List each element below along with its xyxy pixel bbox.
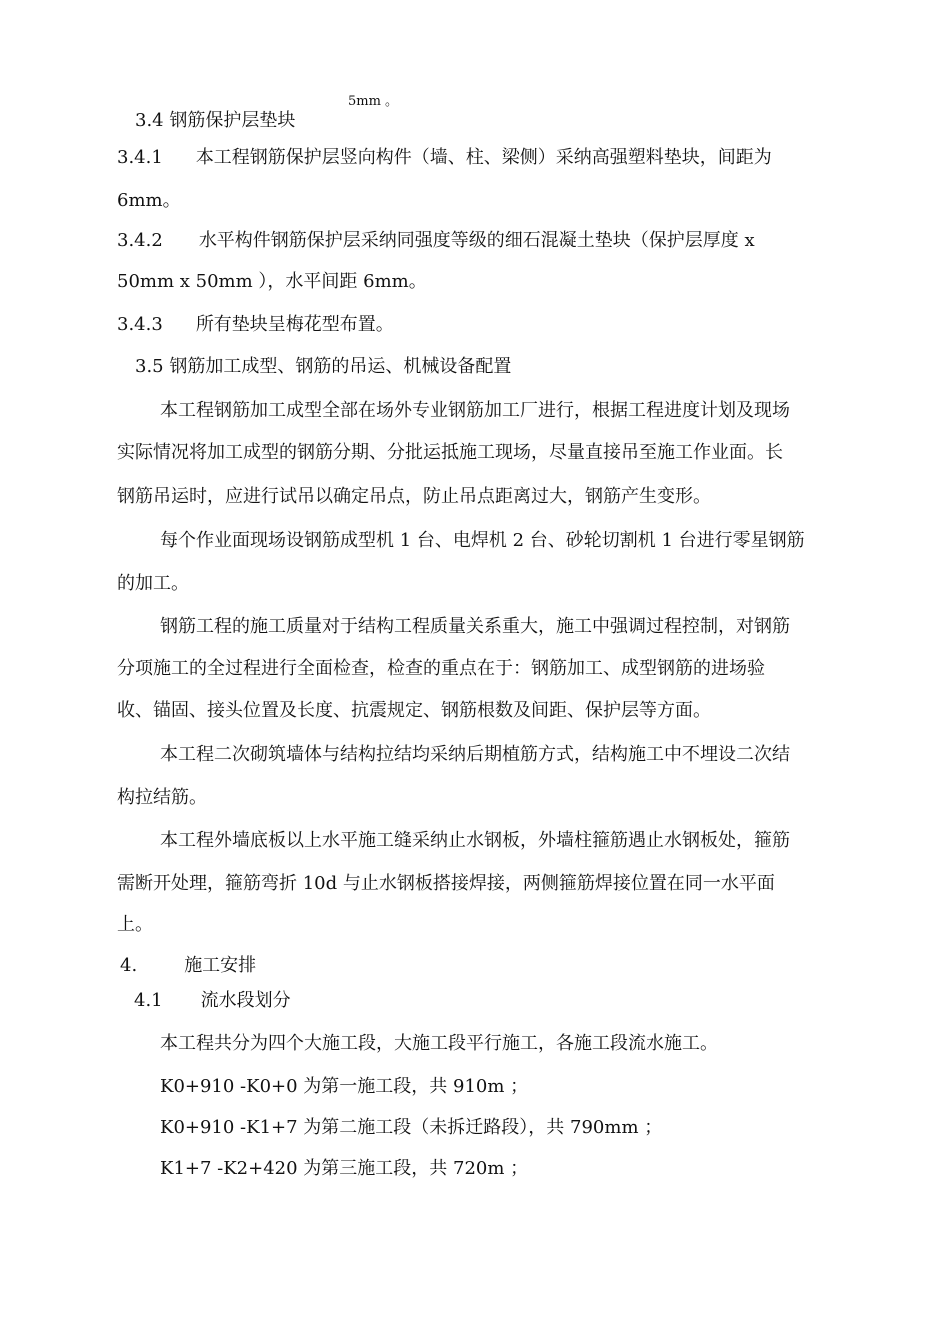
section-3-4-1-line-2: 6mm。 bbox=[117, 190, 181, 211]
paragraph-5-line-1: 本工程外墙底板以上水平施工缝采纳止水钢板，外墙柱箍筋遇止水钢板处，箍筋 bbox=[160, 830, 790, 851]
section-title: 施工安排 bbox=[184, 955, 257, 976]
section-3-4-3 bbox=[117, 313, 394, 337]
paragraph-5-line-3: 上。 bbox=[117, 914, 153, 935]
paragraph-3-line-3: 收、锚固、接头位置及长度、抗震规定、钢筋根数及间距、保护层等方面。 bbox=[117, 700, 711, 721]
section-text: 水平构件钢筋保护层采纳同强度等级的细石混凝土垫块（保护层厚度 x bbox=[198, 230, 755, 251]
section-4-1-heading bbox=[134, 989, 291, 1013]
section-4-heading bbox=[120, 954, 256, 978]
section-3-5-heading: 3.5 钢筋加工成型、钢筋的吊运、机械设备配置 bbox=[135, 356, 512, 377]
section-number: 4.1 bbox=[134, 990, 163, 1011]
paragraph-2-line-1: 每个作业面现场设钢筋成型机 1 台、电焊机 2 台、砂轮切割机 1 台进行零星钢筋 bbox=[160, 530, 805, 551]
paragraph-1-line-3: 钢筋吊运时，应进行试吊以确定吊点，防止吊点距离过大，钢筋产生变形。 bbox=[117, 486, 711, 507]
paragraph-1-line-2: 实际情况将加工成型的钢筋分期、分批运抵施工现场，尽量直接吊至施工作业面。长 bbox=[117, 442, 783, 463]
segment-line-2: K0+910 -K1+7 为第二施工段（未拆迁路段），共 790mm ； bbox=[160, 1117, 663, 1138]
section-3-4-2-line-1 bbox=[117, 229, 755, 253]
paragraph-1-line-1: 本工程钢筋加工成型全部在场外专业钢筋加工厂进行，根据工程进度计划及现场 bbox=[160, 400, 790, 421]
paragraph-5-line-2: 需断开处理，箍筋弯折 10d 与止水钢板搭接焊接，两侧箍筋焊接位置在同一水平面 bbox=[117, 873, 775, 894]
section-number: 3.4.2 bbox=[117, 230, 163, 251]
paragraph-3-line-2: 分项施工的全过程进行全面检查，检查的重点在于：钢筋加工、成型钢筋的进场验 bbox=[117, 658, 765, 679]
paragraph-4-line-1: 本工程二次砌筑墙体与结构拉结均采纳后期植筋方式，结构施工中不埋设二次结 bbox=[160, 744, 790, 765]
paragraph-2-line-2: 的加工。 bbox=[117, 573, 189, 594]
section-3-4-1-line-1 bbox=[117, 146, 772, 170]
segment-line-1: K0+910 -K0+0 为第一施工段，共 910m ； bbox=[160, 1076, 529, 1097]
section-number: 3.4.1 bbox=[117, 147, 163, 168]
section-number: 3.4.3 bbox=[117, 314, 163, 335]
section-3-4-2-line-2: 50mm x 50mm ），水平间距 6mm。 bbox=[117, 271, 427, 292]
section-title: 流水段划分 bbox=[200, 990, 291, 1011]
segment-line-3: K1+7 -K2+420 为第三施工段，共 720m ； bbox=[160, 1158, 529, 1179]
section-3-4-heading: 3.4 钢筋保护层垫块 bbox=[135, 110, 296, 131]
top-fragment: 5mm 。 bbox=[348, 94, 399, 109]
section-number: 4. bbox=[120, 955, 138, 976]
section-text: 所有垫块呈梅花型布置。 bbox=[195, 314, 394, 335]
paragraph-3-line-1: 钢筋工程的施工质量对于结构工程质量关系重大，施工中强调过程控制，对钢筋 bbox=[160, 616, 790, 637]
paragraph-6: 本工程共分为四个大施工段，大施工段平行施工，各施工段流水施工。 bbox=[160, 1033, 718, 1054]
paragraph-4-line-2: 构拉结筋。 bbox=[117, 787, 207, 808]
section-text: 本工程钢筋保护层竖向构件（墙、柱、梁侧）采纳高强塑料垫块，间距为 bbox=[195, 147, 772, 168]
